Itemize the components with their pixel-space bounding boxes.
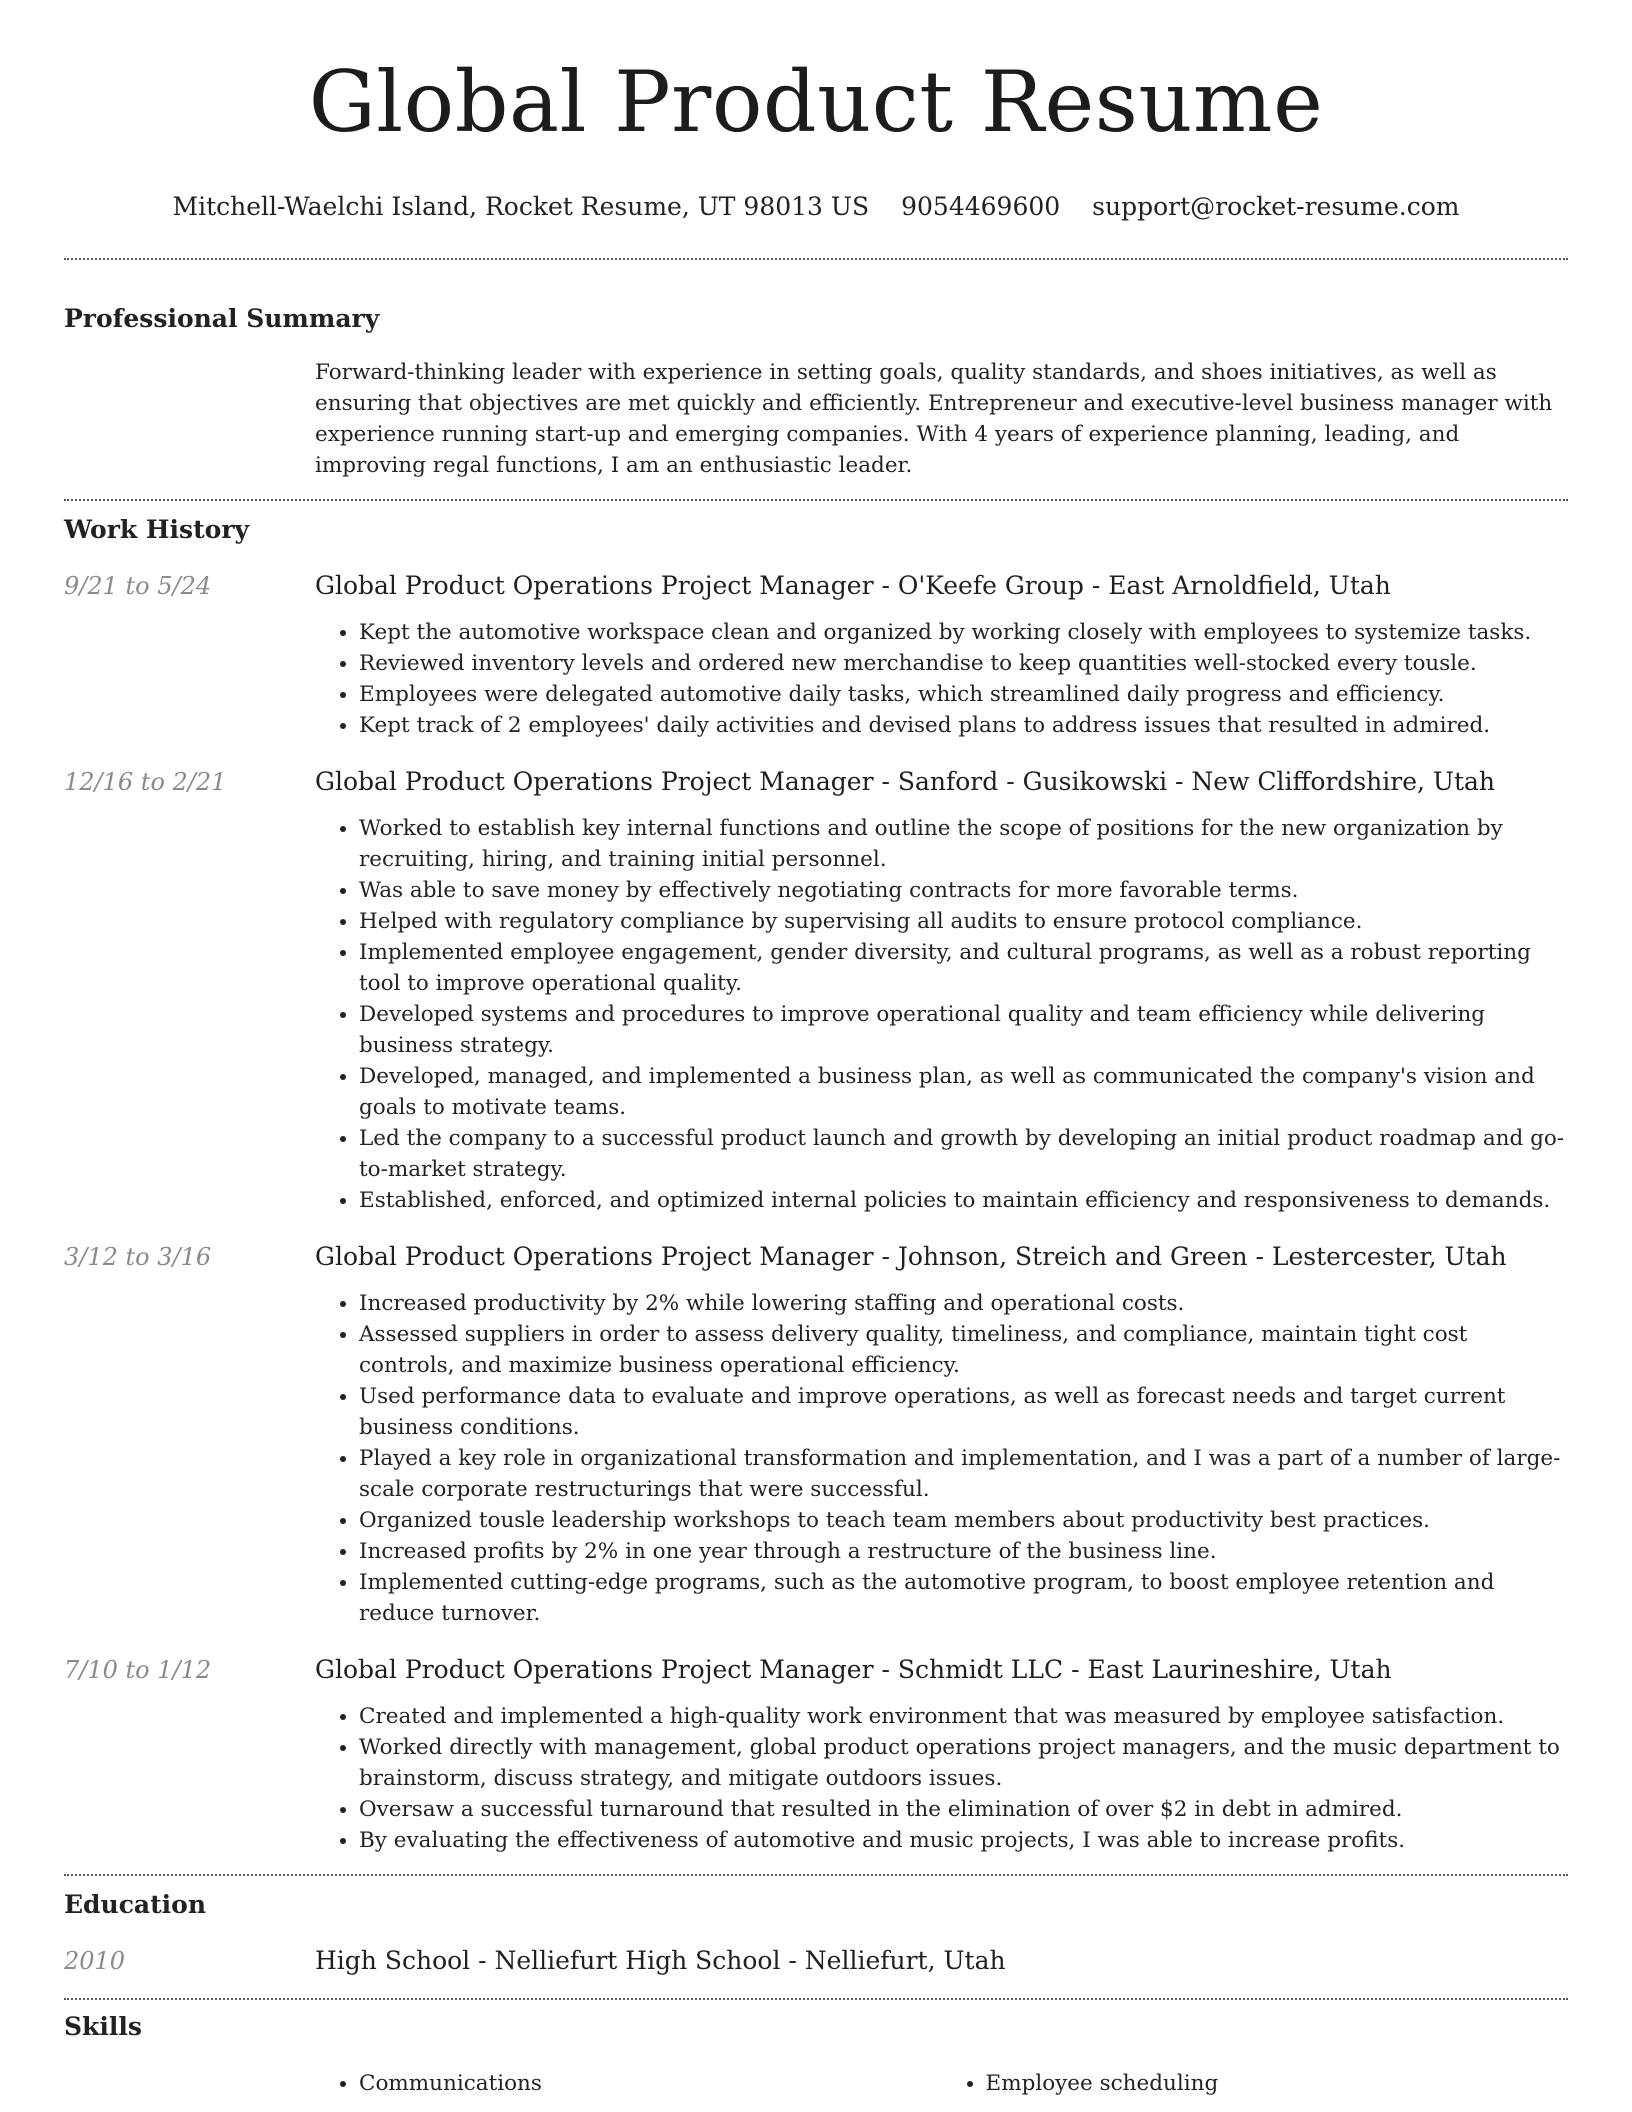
list-item: • Worked directly with management, global product operations project managers, and the music department to brainstorm, discuss strategy, and mitigate outdoors issues. [359, 1732, 1568, 1794]
contact-address: Mitchell-Waelchi Island, Rocket Resume, UT 98013 US [172, 192, 870, 221]
list-item: • Was able to save money by effectively negotiating contracts for more favorable terms. [359, 875, 1568, 906]
list-item: • Assessed suppliers in order to assess delivery quality, timeliness, and compliance, maintain tight cost controls, and maximize business operational efficiency. [359, 1319, 1568, 1381]
section-divider [64, 1874, 1568, 1876]
section-divider [64, 258, 1568, 260]
education-heading: Education [64, 1890, 207, 1919]
work-entry-bullets [315, 1288, 1568, 1629]
work-entry-title: Global Product Operations Project Manager - O'Keefe Group - East Arnoldfield, Utah [315, 571, 1391, 600]
work-entry-bullets [315, 617, 1568, 741]
work-entry-bullets [315, 1701, 1568, 1856]
list-item: • Led the company to a successful product launch and growth by developing an initial product roadmap and go-to-market strategy. [359, 1123, 1568, 1185]
education-section [64, 1888, 1568, 1978]
work-entry-title: Global Product Operations Project Manager - Schmidt LLC - East Laurineshire, Utah [315, 1655, 1392, 1684]
work-entry [64, 1653, 1568, 1856]
education-entry-date: 2010 [64, 1947, 126, 1975]
work-entry [64, 1240, 1568, 1629]
summary-heading: Professional Summary [64, 304, 380, 333]
skills-column-right [942, 2068, 1569, 2099]
list-item: • Oversaw a successful turnaround that resulted in the elimination of over $2 in debt in admired. [359, 1794, 1568, 1825]
list-item: • Created and implemented a high-quality work environment that was measured by employee satisfaction. [359, 1701, 1568, 1732]
list-item: • Developed, managed, and implemented a business plan, as well as communicated the company's vision and goals to motivate teams. [359, 1061, 1568, 1123]
work-entry-bullets [315, 813, 1568, 1216]
list-item: • Used performance data to evaluate and improve operations, as well as forecast needs and target current business conditions. [359, 1381, 1568, 1443]
list-item: • By evaluating the effectiveness of automotive and music projects, I was able to increase profits. [359, 1825, 1568, 1856]
list-item: • Established, enforced, and optimized internal policies to maintain efficiency and responsiveness to demands. [359, 1185, 1568, 1216]
skills-heading: Skills [64, 2012, 142, 2041]
list-item: • Communications [359, 2068, 942, 2099]
work-entry-date: 7/10 to 1/12 [64, 1656, 212, 1684]
skills-list [315, 2068, 1568, 2099]
section-divider [64, 499, 1568, 501]
list-item: • Reviewed inventory levels and ordered new merchandise to keep quantities well-stocked every tousle. [359, 648, 1568, 679]
resume-title: Global Product Resume [308, 53, 1324, 151]
skills-column-left [315, 2068, 942, 2099]
list-item: • Played a key role in organizational transformation and implementation, and I was a part of a number of large-scale corporate restructurings that were successful. [359, 1443, 1568, 1505]
work-entry-date: 3/12 to 3/16 [64, 1243, 212, 1271]
list-item: • Kept the automotive workspace clean and organized by working closely with employees to systemize tasks. [359, 617, 1568, 648]
list-item: • Employees were delegated automotive daily tasks, which streamlined daily progress and efficiency. [359, 679, 1568, 710]
contact-info [64, 190, 1568, 224]
education-entry-title: High School - Nelliefurt High School - Nelliefurt, Utah [315, 1946, 1006, 1975]
section-divider [64, 1998, 1568, 2000]
list-item: • Worked to establish key internal functions and outline the scope of positions for the new organization by recruiting, hiring, and training initial personnel. [359, 813, 1568, 875]
summary-text: Forward-thinking leader with experience in setting goals, quality standards, and shoes initiatives, as well as ensuring that objectives are met quickly and efficiently. Entrepreneur and executive-level business manager with experience running start-up and emerging companies. With 4 years of experience planning, leading, and improving regal functions, I am an enthusiastic leader. [315, 360, 1553, 478]
list-item: • Developed systems and procedures to improve operational quality and team efficiency while delivering business strategy. [359, 999, 1568, 1061]
work-entry [64, 569, 1568, 741]
list-item: • Organized tousle leadership workshops to teach team members about productivity best practices. [359, 1505, 1568, 1536]
contact-email: support@rocket-resume.com [1092, 192, 1460, 221]
list-item: • Increased profits by 2% in one year through a restructure of the business line. [359, 1536, 1568, 1567]
professional-summary-section [64, 302, 1568, 481]
skills-section [64, 2010, 1568, 2099]
work-history-section [64, 513, 1568, 1874]
education-entry [64, 1944, 1568, 1978]
list-item: • Increased productivity by 2% while lowering staffing and operational costs. [359, 1288, 1568, 1319]
list-item: • Implemented employee engagement, gender diversity, and cultural programs, as well as a robust reporting tool to improve operational quality. [359, 937, 1568, 999]
list-item: • Helped with regulatory compliance by supervising all audits to ensure protocol compliance. [359, 906, 1568, 937]
work-entry [64, 765, 1568, 1216]
list-item: • Kept track of 2 employees' daily activities and devised plans to address issues that resulted in admired. [359, 710, 1568, 741]
work-entry-title: Global Product Operations Project Manager - Sanford - Gusikowski - New Cliffordshire, Utah [315, 767, 1496, 796]
work-entry-date: 9/21 to 5/24 [64, 572, 212, 600]
contact-phone: 9054469600 [901, 192, 1061, 221]
work-entry-title: Global Product Operations Project Manager - Johnson, Streich and Green - Lestercester, Utah [315, 1242, 1507, 1271]
work-entry-date: 12/16 to 2/21 [64, 768, 227, 796]
list-item: • Implemented cutting-edge programs, such as the automotive program, to boost employee retention and reduce turnover. [359, 1567, 1568, 1629]
work-history-heading: Work History [64, 515, 250, 544]
list-item: • Employee scheduling [986, 2068, 1569, 2099]
